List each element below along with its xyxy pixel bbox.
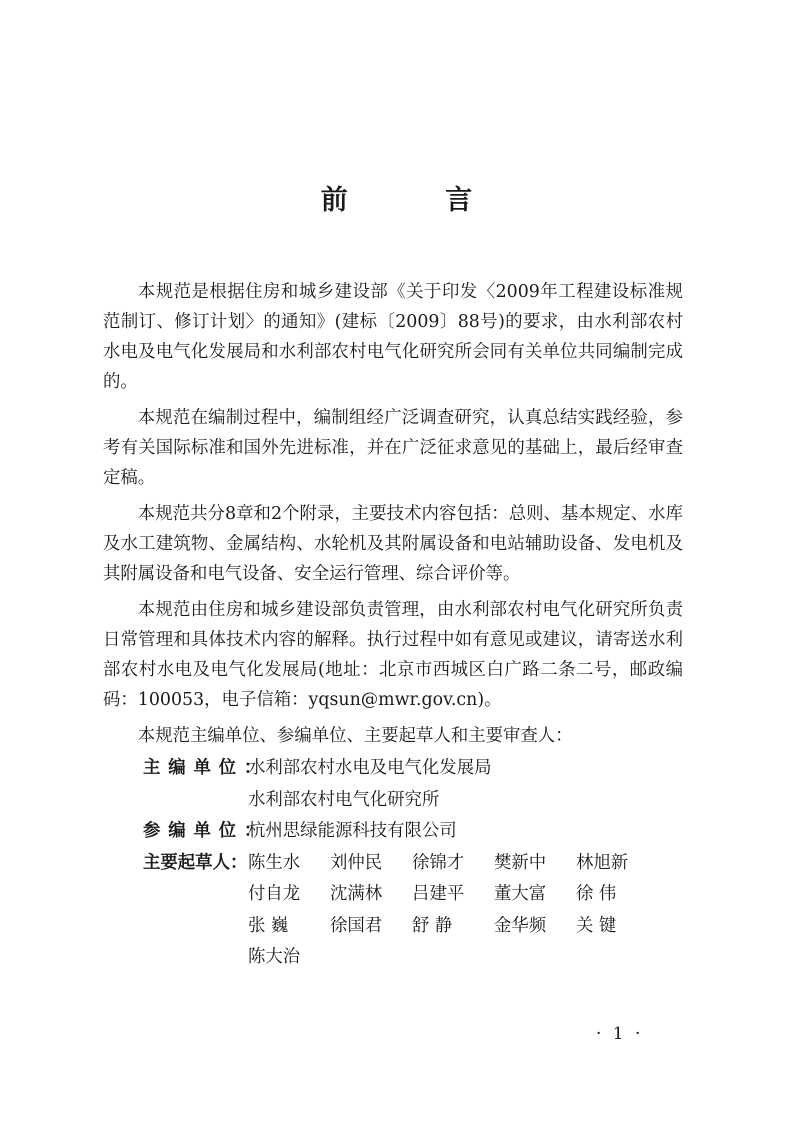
drafters-label: 主要起草人： [143, 852, 248, 873]
chief-unit: 水利部农村电气化研究所 [248, 789, 440, 810]
drafter-name: 陈大治 [248, 947, 301, 967]
drafter-name: 林旭新 [576, 852, 629, 873]
participating-units-row [143, 816, 703, 848]
preface-body [103, 277, 683, 751]
drafter-name: 张 巍 [248, 915, 289, 936]
preface-paragraph-4: 本规范由住房和城乡建设部负责管理，由水利部农村电气化研究所负责日常管理和具体技术内容的解释。执行过程中如有意见或建议，请寄送水利部农村水电及电气化发展局(地址：北京市西城区白广路二条二号，邮政编码：100053，电子信箱：yqsun@mwr.gov.cn)。 [103, 600, 683, 710]
drafter-name: 沈满林 [330, 884, 383, 904]
drafter-name: 付自龙 [248, 884, 301, 904]
drafter-name: 董大富 [494, 884, 547, 904]
preface-paragraph-2: 本规范在编制过程中，编制组经广泛调查研究，认真总结实践经验，参考有关国际标准和国外先进标准，并在广泛征求意见的基础上，最后经审查定稿。 [103, 408, 683, 488]
drafter-name: 吕建平 [412, 884, 465, 904]
participating-unit: 杭州思绿能源科技有限公司 [248, 821, 457, 841]
drafter-name: 金华频 [494, 915, 547, 936]
drafters-list [248, 848, 658, 974]
chief-unit: 水利部农村水电及电气化发展局 [248, 758, 492, 778]
drafter-name: 徐 伟 [576, 884, 617, 904]
drafter-name: 陈生水 [248, 852, 301, 873]
drafter-name: 舒 静 [412, 915, 453, 936]
preface-paragraph-5: 本规范主编单位、参编单位、主要起草人和主要审查人： [137, 726, 573, 746]
chief-units-label: 主编单位： [143, 758, 270, 778]
page-number: · 1 · [596, 1024, 644, 1044]
drafter-name: 徐国君 [330, 915, 383, 936]
drafter-name: 樊新中 [494, 852, 547, 873]
preface-paragraph-3: 本规范共分8章和2个附录，主要技术内容包括：总则、基本规定、水库及水工建筑物、金属结构、水轮机及其附属设备和电站辅助设备、发电机及其附属设备和电气设备、安全运行管理、综合评价等。 [103, 504, 683, 584]
preface-paragraph-1: 本规范是根据住房和城乡建设部《关于印发〈2009年工程建设标准规范制订、修订计划〉的通知》(建标〔2009〕88号)的要求，由水利部农村水电及电气化发展局和水利部农村电气化研究所会同有关单位共同编制完成的。 [103, 282, 683, 392]
credits-block [143, 753, 703, 974]
chief-units-row [143, 753, 703, 816]
participating-units-label: 参编单位： [143, 821, 270, 841]
drafter-name: 刘仲民 [330, 852, 383, 873]
page-title: 前 言 [320, 185, 517, 216]
drafters-row [143, 848, 703, 974]
drafter-name: 关 键 [576, 915, 617, 936]
drafter-name: 徐锦才 [412, 852, 465, 873]
